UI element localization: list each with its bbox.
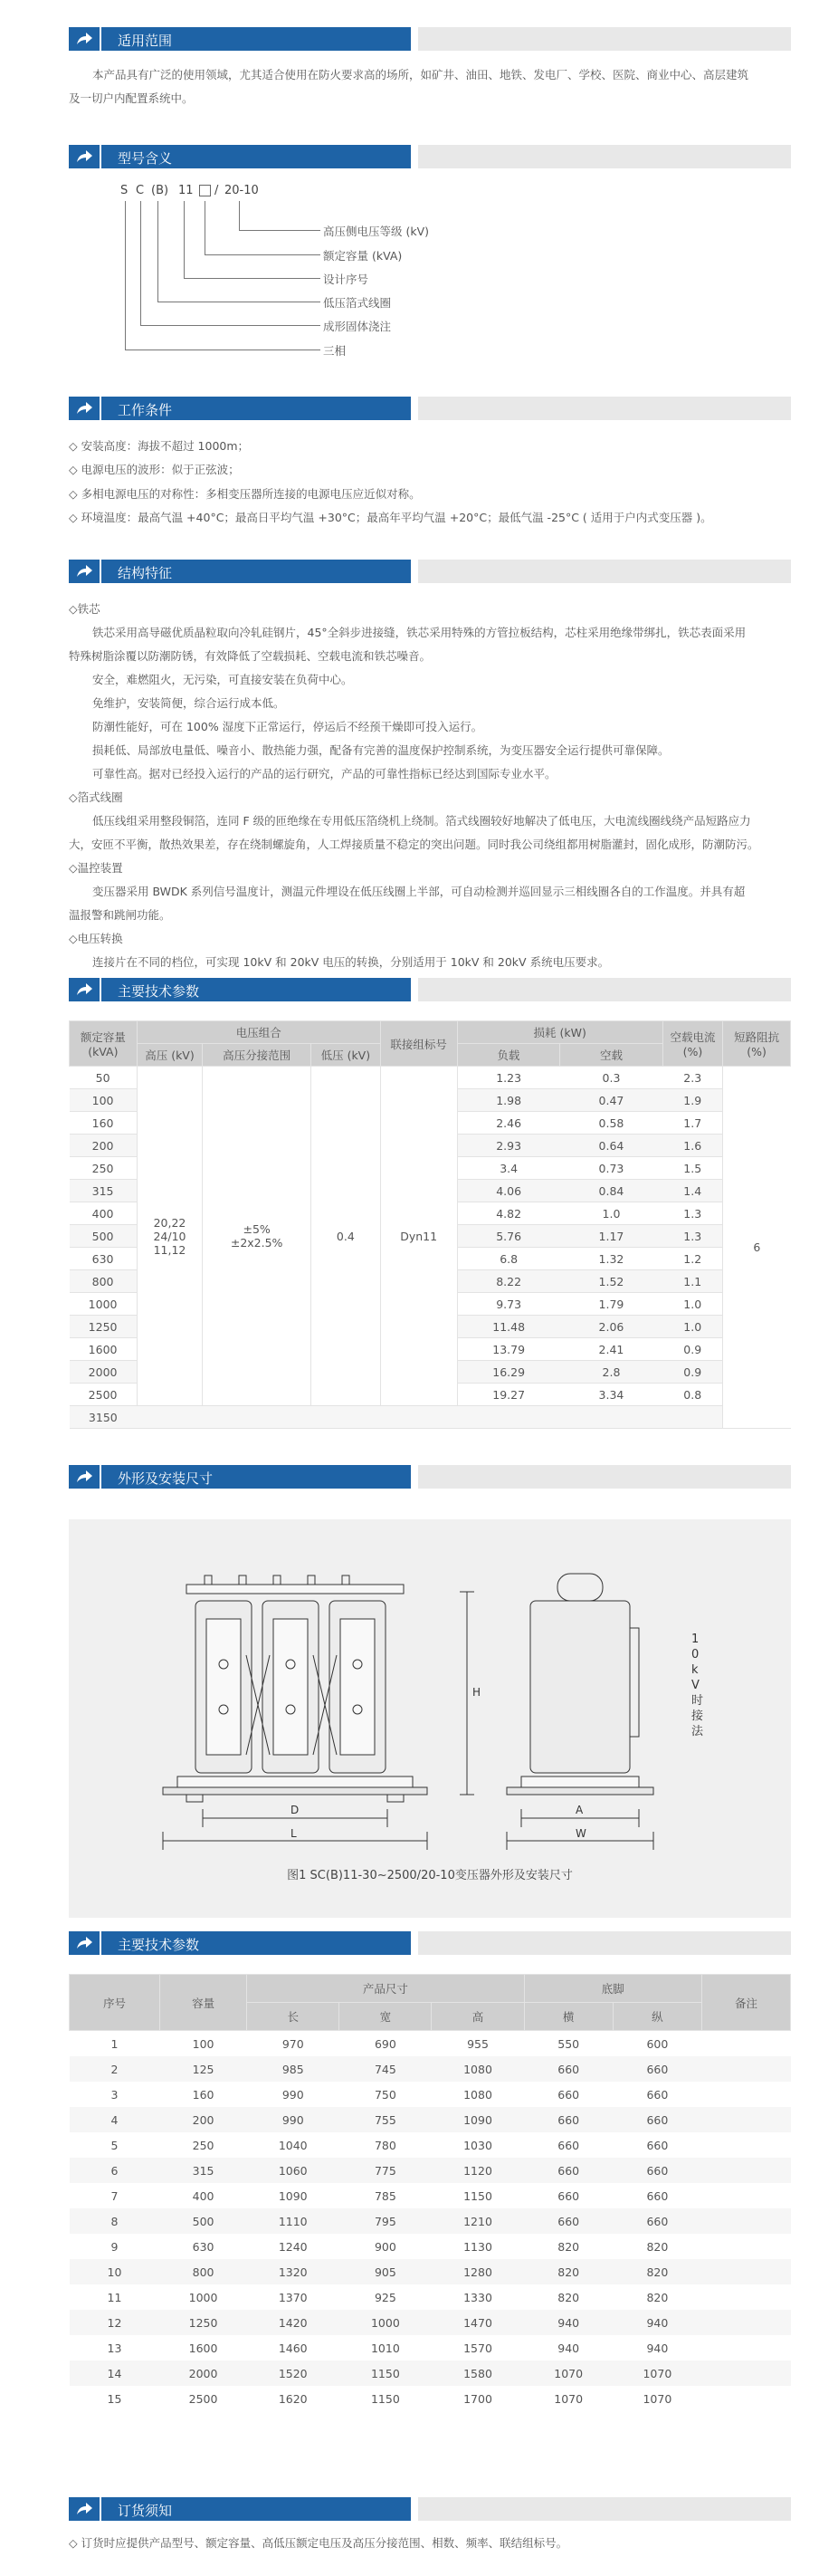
transformer-drawing <box>69 1519 791 1918</box>
cell-noload-current: 1.4 <box>662 1180 723 1202</box>
cell-noload-loss: 1.52 <box>560 1270 663 1293</box>
cell-note <box>701 2107 790 2132</box>
scope-text: 本产品具有广泛的使用领域，尤其适合使用在防火要求高的场所，如矿井、油田、地铁、发电厂、学校、医院、商业中心、高层建筑 及一切户内配置系统中。 <box>69 68 749 105</box>
cell-noload-current: 1.3 <box>662 1202 723 1225</box>
section-header-scope <box>69 27 791 51</box>
cell-horizontal: 660 <box>557 2138 580 2152</box>
cell-height: 1280 <box>463 2265 492 2279</box>
cell-no: 13 <box>107 2341 122 2355</box>
cell-noload-loss: 2.8 <box>560 1361 663 1384</box>
dim-label-l: L <box>290 1827 297 1840</box>
cell-horizontal: 550 <box>557 2036 580 2051</box>
cell-no: 14 <box>107 2366 122 2380</box>
cell-vertical: 940 <box>646 2315 669 2330</box>
cell-note <box>701 2031 790 2057</box>
th-capacity: 容量 <box>159 1975 246 2031</box>
cell-vertical: 660 <box>646 2087 669 2102</box>
cell-no: 12 <box>107 2315 122 2330</box>
table-row <box>70 1406 791 1429</box>
dim-label-d: D <box>290 1804 300 1816</box>
section-title: 主要技术参数 <box>118 1937 200 1953</box>
cell-height: 1030 <box>463 2138 492 2152</box>
condition-waveform: ◇ 电源电压的波形：似于正弦波； <box>69 463 240 476</box>
cell-load-loss: 8.22 <box>457 1270 560 1293</box>
code-c: C <box>136 184 145 197</box>
cell-capacity: 125 <box>192 2062 214 2076</box>
cell-noload-current: 2.3 <box>662 1067 723 1089</box>
section-title: 型号含义 <box>118 150 173 167</box>
cell-width: 780 <box>374 2138 396 2152</box>
cell-capacity: 3150 <box>70 1406 138 1429</box>
table-row <box>70 2082 791 2107</box>
cell-height: 1580 <box>463 2366 492 2380</box>
cell-length: 1620 <box>278 2391 308 2406</box>
cell-vertical: 660 <box>646 2163 669 2178</box>
cell-noload-current: 1.3 <box>662 1225 723 1248</box>
cell-noload-current: 1.2 <box>662 1248 723 1270</box>
cell-height: 1700 <box>463 2391 492 2406</box>
cell-note <box>701 2335 790 2361</box>
cell-capacity: 500 <box>192 2214 214 2228</box>
cell-height: 1120 <box>463 2163 492 2178</box>
cell-noload-loss: 1.32 <box>560 1248 663 1270</box>
cell-noload-loss: 1.79 <box>560 1293 663 1316</box>
cell-length: 990 <box>281 2112 304 2127</box>
cell-hv: 20,22 24/10 11,12 <box>137 1067 203 1406</box>
cell-no: 5 <box>110 2138 119 2152</box>
cell-horizontal: 1070 <box>554 2391 584 2406</box>
cell-capacity: 2500 <box>70 1384 138 1406</box>
cell-capacity: 250 <box>70 1157 138 1180</box>
cell-vertical: 1070 <box>643 2366 672 2380</box>
cell-capacity: 1600 <box>70 1338 138 1361</box>
th-length: 长 <box>247 2003 339 2031</box>
cell-load-loss <box>457 1406 560 1429</box>
cell-height: 1130 <box>463 2239 492 2254</box>
cell-noload-loss: 2.06 <box>560 1316 663 1338</box>
cell-height: 1330 <box>463 2290 492 2304</box>
cell-capacity: 200 <box>192 2112 214 2127</box>
th-voltage-combo: 电压组合 <box>137 1021 380 1044</box>
cell-length: 1320 <box>278 2265 308 2279</box>
cell-noload-loss: 1.0 <box>560 1202 663 1225</box>
cell-horizontal: 940 <box>557 2341 580 2355</box>
th-noload: 空载 <box>560 1044 663 1067</box>
legend-cast-resin: 成形固体浇注 <box>323 320 392 333</box>
condition-symmetry: ◇ 多相电源电压的对称性：多相变压器所连接的电源电压应近似对称。 <box>69 487 421 501</box>
cell-noload-current: 1.9 <box>662 1089 723 1112</box>
cell-capacity: 1600 <box>188 2341 218 2355</box>
th-hv: 高压 (kV) <box>137 1044 203 1067</box>
cell-vertical: 940 <box>646 2341 669 2355</box>
cell-height: 955 <box>467 2036 489 2051</box>
table-row <box>70 2259 791 2284</box>
cell-capacity: 2500 <box>188 2391 218 2406</box>
cell-capacity: 1250 <box>188 2315 218 2330</box>
code-s: S <box>120 184 129 197</box>
cell-capacity: 50 <box>70 1067 138 1089</box>
cell-horizontal: 660 <box>557 2214 580 2228</box>
cell-no: 15 <box>107 2391 122 2406</box>
cell-no: 11 <box>107 2290 122 2304</box>
cell-noload-loss: 0.47 <box>560 1089 663 1112</box>
legend-rated-capacity: 额定容量 (kVA) <box>323 249 403 263</box>
cell-empty <box>203 1406 311 1429</box>
cell-capacity: 400 <box>70 1202 138 1225</box>
cell-length: 1060 <box>278 2163 308 2178</box>
cell-height: 1090 <box>463 2112 492 2127</box>
drawing-caption: 图1 SC(B)11-30~2500/20-10变压器外形及安装尺寸 <box>287 1869 573 1882</box>
section-title: 适用范围 <box>118 33 173 49</box>
table-row <box>70 2361 791 2386</box>
cell-horizontal: 1070 <box>554 2366 584 2380</box>
cell-no: 9 <box>110 2239 119 2254</box>
arrow-icon <box>69 397 100 420</box>
cell-noload-loss: 0.58 <box>560 1112 663 1135</box>
arrow-icon <box>69 145 100 168</box>
code-11: 11 <box>178 184 194 197</box>
table-row <box>70 2107 791 2132</box>
legend-hv-voltage: 高压侧电压等级 (kV) <box>323 225 430 238</box>
cell-width: 905 <box>374 2265 396 2279</box>
cell-capacity: 160 <box>192 2087 214 2102</box>
cell-note <box>701 2284 790 2310</box>
cell-empty <box>311 1406 381 1429</box>
arrow-icon <box>69 27 100 51</box>
cell-width: 1000 <box>370 2315 400 2330</box>
cell-load-loss: 1.23 <box>457 1067 560 1089</box>
cell-no: 1 <box>110 2036 119 2051</box>
cell-note <box>701 2158 790 2183</box>
cell-length: 1240 <box>278 2239 308 2254</box>
cell-capacity: 1000 <box>188 2290 218 2304</box>
cell-group: Dyn11 <box>380 1067 457 1406</box>
dim-label-w: W <box>576 1827 586 1840</box>
table-row <box>70 2386 791 2411</box>
cell-capacity: 630 <box>70 1248 138 1270</box>
cell-horizontal: 660 <box>557 2188 580 2203</box>
th-note: 备注 <box>701 1975 790 2031</box>
section-header-dimensions <box>69 1465 791 1489</box>
th-loss: 损耗 (kW) <box>457 1021 662 1044</box>
th-horizontal: 横 <box>524 2003 613 2031</box>
cell-empty <box>137 1406 203 1429</box>
cell-noload-current: 1.1 <box>662 1270 723 1293</box>
section-title: 主要技术参数 <box>118 983 200 1000</box>
cell-no: 7 <box>110 2188 119 2203</box>
table-row <box>70 2234 791 2259</box>
cell-vertical: 660 <box>646 2188 669 2203</box>
cell-vertical: 660 <box>646 2062 669 2076</box>
cell-no: 10 <box>107 2265 122 2279</box>
cell-impedance: 6 <box>723 1067 791 1429</box>
cell-length: 1460 <box>278 2341 308 2355</box>
cell-length: 985 <box>281 2062 304 2076</box>
cell-width: 925 <box>374 2290 396 2304</box>
cell-noload-loss: 3.34 <box>560 1384 663 1406</box>
cell-height: 1150 <box>463 2188 492 2203</box>
cell-height: 1210 <box>463 2214 492 2228</box>
cell-capacity: 100 <box>192 2036 214 2051</box>
cell-no: 3 <box>110 2087 119 2102</box>
table-row <box>70 2031 791 2057</box>
cell-note <box>701 2208 790 2234</box>
cell-vertical: 820 <box>646 2239 669 2254</box>
cell-vertical: 600 <box>646 2036 669 2051</box>
cell-noload-loss: 2.41 <box>560 1338 663 1361</box>
cell-capacity: 2000 <box>70 1361 138 1384</box>
th-vector-group: 联接组标号 <box>380 1021 457 1067</box>
cell-capacity: 1250 <box>70 1316 138 1338</box>
arrow-icon <box>69 1931 100 1955</box>
cell-noload-loss <box>560 1406 663 1429</box>
dim-label-a: A <box>576 1804 584 1816</box>
cell-length: 1110 <box>278 2214 308 2228</box>
table-row <box>70 1067 791 1089</box>
cell-capacity: 315 <box>70 1180 138 1202</box>
table-row <box>70 2183 791 2208</box>
th-product-size: 产品尺寸 <box>247 1975 524 2003</box>
dim-label-h: H <box>472 1686 481 1699</box>
cell-load-loss: 4.82 <box>457 1202 560 1225</box>
th-lv: 低压 (kV) <box>311 1044 381 1067</box>
arrow-icon <box>69 560 100 583</box>
section-title: 结构特征 <box>118 565 173 581</box>
cell-vertical: 660 <box>646 2214 669 2228</box>
cell-note <box>701 2234 790 2259</box>
cell-noload-current: 1.6 <box>662 1135 723 1157</box>
cell-width: 745 <box>374 2062 396 2076</box>
code-voltage: 20-10 <box>224 184 259 197</box>
cell-vertical: 660 <box>646 2112 669 2127</box>
cell-note <box>701 2132 790 2158</box>
cell-load-loss: 9.73 <box>457 1293 560 1316</box>
cell-load-loss: 1.98 <box>457 1089 560 1112</box>
cell-capacity: 200 <box>70 1135 138 1157</box>
th-load: 负载 <box>457 1044 560 1067</box>
cell-noload-loss: 0.73 <box>560 1157 663 1180</box>
cell-noload-current: 0.8 <box>662 1384 723 1406</box>
th-capacity: 额定容量 (kVA) <box>70 1021 138 1067</box>
section-header-conditions <box>69 397 791 420</box>
th-base: 底脚 <box>524 1975 701 2003</box>
cell-load-loss: 4.06 <box>457 1180 560 1202</box>
cell-capacity: 1000 <box>70 1293 138 1316</box>
cell-capacity: 400 <box>192 2188 214 2203</box>
cell-height: 1570 <box>463 2341 492 2355</box>
cell-width: 690 <box>374 2036 396 2051</box>
cell-width: 1150 <box>370 2391 400 2406</box>
cell-width: 785 <box>374 2188 396 2203</box>
table-row <box>70 2335 791 2361</box>
th-width: 宽 <box>339 2003 432 2031</box>
th-no: 序号 <box>70 1975 160 2031</box>
cell-lv: 0.4 <box>311 1067 381 1406</box>
cell-length: 1520 <box>278 2366 308 2380</box>
cell-noload-current: 1.5 <box>662 1157 723 1180</box>
section-header-dim-table <box>69 1931 791 1955</box>
cell-capacity: 160 <box>70 1112 138 1135</box>
code-slash: / <box>214 184 219 197</box>
cell-noload-current: 0.9 <box>662 1361 723 1384</box>
legend-lv-foil: 低压箔式线圈 <box>323 296 392 310</box>
cell-note <box>701 2259 790 2284</box>
section-title: 订货须知 <box>118 2503 173 2519</box>
cell-noload-current: 1.0 <box>662 1293 723 1316</box>
outline-drawing <box>69 1519 791 1918</box>
table-row <box>70 2284 791 2310</box>
cell-width: 1150 <box>370 2366 400 2380</box>
th-tap: 高压分接范围 <box>203 1044 311 1067</box>
section-header-ordering <box>69 2497 791 2521</box>
table-row <box>70 2132 791 2158</box>
cell-vertical: 820 <box>646 2265 669 2279</box>
table-row <box>70 2208 791 2234</box>
cell-load-loss: 2.93 <box>457 1135 560 1157</box>
cell-horizontal: 660 <box>557 2087 580 2102</box>
cell-noload-current <box>662 1406 723 1429</box>
cell-load-loss: 2.46 <box>457 1112 560 1135</box>
cell-noload-loss: 0.84 <box>560 1180 663 1202</box>
cell-tap: ±5% ±2x2.5% <box>203 1067 311 1406</box>
cell-height: 1080 <box>463 2062 492 2076</box>
section-header-structure <box>69 560 791 583</box>
section-title: 外形及安装尺寸 <box>118 1470 214 1487</box>
cell-horizontal: 660 <box>557 2112 580 2127</box>
cell-load-loss: 3.4 <box>457 1157 560 1180</box>
section-header-params <box>69 978 791 1001</box>
arrow-icon <box>69 978 100 1001</box>
cell-horizontal: 820 <box>557 2265 580 2279</box>
cell-note <box>701 2386 790 2411</box>
cell-horizontal: 820 <box>557 2239 580 2254</box>
cell-width: 1010 <box>370 2341 400 2355</box>
cell-noload-current: 1.0 <box>662 1316 723 1338</box>
cell-load-loss: 16.29 <box>457 1361 560 1384</box>
cell-note <box>701 2056 790 2082</box>
cell-width: 755 <box>374 2112 396 2127</box>
cell-load-loss: 11.48 <box>457 1316 560 1338</box>
arrow-icon <box>69 1465 100 1489</box>
cell-no: 2 <box>110 2062 119 2076</box>
cell-length: 1370 <box>278 2290 308 2304</box>
cell-empty <box>380 1406 457 1429</box>
cell-load-loss: 6.8 <box>457 1248 560 1270</box>
cell-horizontal: 660 <box>557 2163 580 2178</box>
cell-width: 900 <box>374 2239 396 2254</box>
cell-width: 750 <box>374 2087 396 2102</box>
cell-note <box>701 2082 790 2107</box>
condition-altitude: ◇ 安装高度：海拔不超过 1000m； <box>69 439 250 453</box>
cell-length: 990 <box>281 2087 304 2102</box>
cell-height: 1080 <box>463 2087 492 2102</box>
cell-load-loss: 5.76 <box>457 1225 560 1248</box>
table-row <box>70 2158 791 2183</box>
cell-no: 6 <box>110 2163 119 2178</box>
legend-three-phase: 三相 <box>323 344 347 358</box>
cell-vertical: 820 <box>646 2290 669 2304</box>
cell-width: 775 <box>374 2163 396 2178</box>
th-noload-current: 空载电流 (%) <box>662 1021 723 1067</box>
cell-load-loss: 13.79 <box>457 1338 560 1361</box>
table-row <box>70 2310 791 2335</box>
cell-length: 970 <box>281 2036 304 2051</box>
cell-capacity: 100 <box>70 1089 138 1112</box>
cell-vertical: 660 <box>646 2138 669 2152</box>
cell-horizontal: 660 <box>557 2062 580 2076</box>
section-title: 工作条件 <box>118 402 173 418</box>
th-impedance: 短路阻抗 (%) <box>723 1021 791 1067</box>
code-box <box>199 185 211 196</box>
cell-capacity: 250 <box>192 2138 214 2152</box>
th-vertical: 纵 <box>613 2003 701 2031</box>
cell-capacity: 500 <box>70 1225 138 1248</box>
cell-capacity: 800 <box>70 1270 138 1293</box>
cell-capacity: 2000 <box>188 2366 218 2380</box>
cell-length: 1420 <box>278 2315 308 2330</box>
cell-no: 4 <box>110 2112 119 2127</box>
cell-width: 795 <box>374 2214 396 2228</box>
connection-note: 10 kV 时 接 法 <box>691 1633 704 1738</box>
cell-noload-current: 1.7 <box>662 1112 723 1135</box>
legend-design-no: 设计序号 <box>323 273 369 286</box>
cell-noload-loss: 0.3 <box>560 1067 663 1089</box>
cell-length: 1090 <box>278 2188 308 2203</box>
cell-horizontal: 820 <box>557 2290 580 2304</box>
condition-temperature: ◇ 环境温度：最高气温 +40°C；最高日平均气温 +30°C；最高年平均气温 +20°C；最低气温 -25°C ( 适用于户内式变压器 )。 <box>69 511 712 524</box>
cell-noload-loss: 0.64 <box>560 1135 663 1157</box>
ordering-note: ◇ 订货时应提供产品型号、额定容量、高低压额定电压及高压分接范围、相数、频率、联结组标号。 <box>69 2536 568 2550</box>
cell-height: 1470 <box>463 2315 492 2330</box>
cell-capacity: 800 <box>192 2265 214 2279</box>
code-b: (B) <box>151 184 169 197</box>
cell-capacity: 315 <box>192 2163 214 2178</box>
arrow-icon <box>69 2497 100 2521</box>
cell-noload-loss: 1.17 <box>560 1225 663 1248</box>
cell-capacity: 630 <box>192 2239 214 2254</box>
cell-note <box>701 2361 790 2386</box>
cell-horizontal: 940 <box>557 2315 580 2330</box>
th-height: 高 <box>432 2003 524 2031</box>
table-row <box>70 2056 791 2082</box>
cell-load-loss: 19.27 <box>457 1384 560 1406</box>
cell-note <box>701 2183 790 2208</box>
cell-no: 8 <box>110 2214 119 2228</box>
cell-length: 1040 <box>278 2138 308 2152</box>
dimensions-table <box>69 1974 791 2411</box>
section-header-model <box>69 145 791 168</box>
params-table <box>69 1020 791 1429</box>
cell-noload-current: 0.9 <box>662 1338 723 1361</box>
cell-vertical: 1070 <box>643 2391 672 2406</box>
cell-note <box>701 2310 790 2335</box>
